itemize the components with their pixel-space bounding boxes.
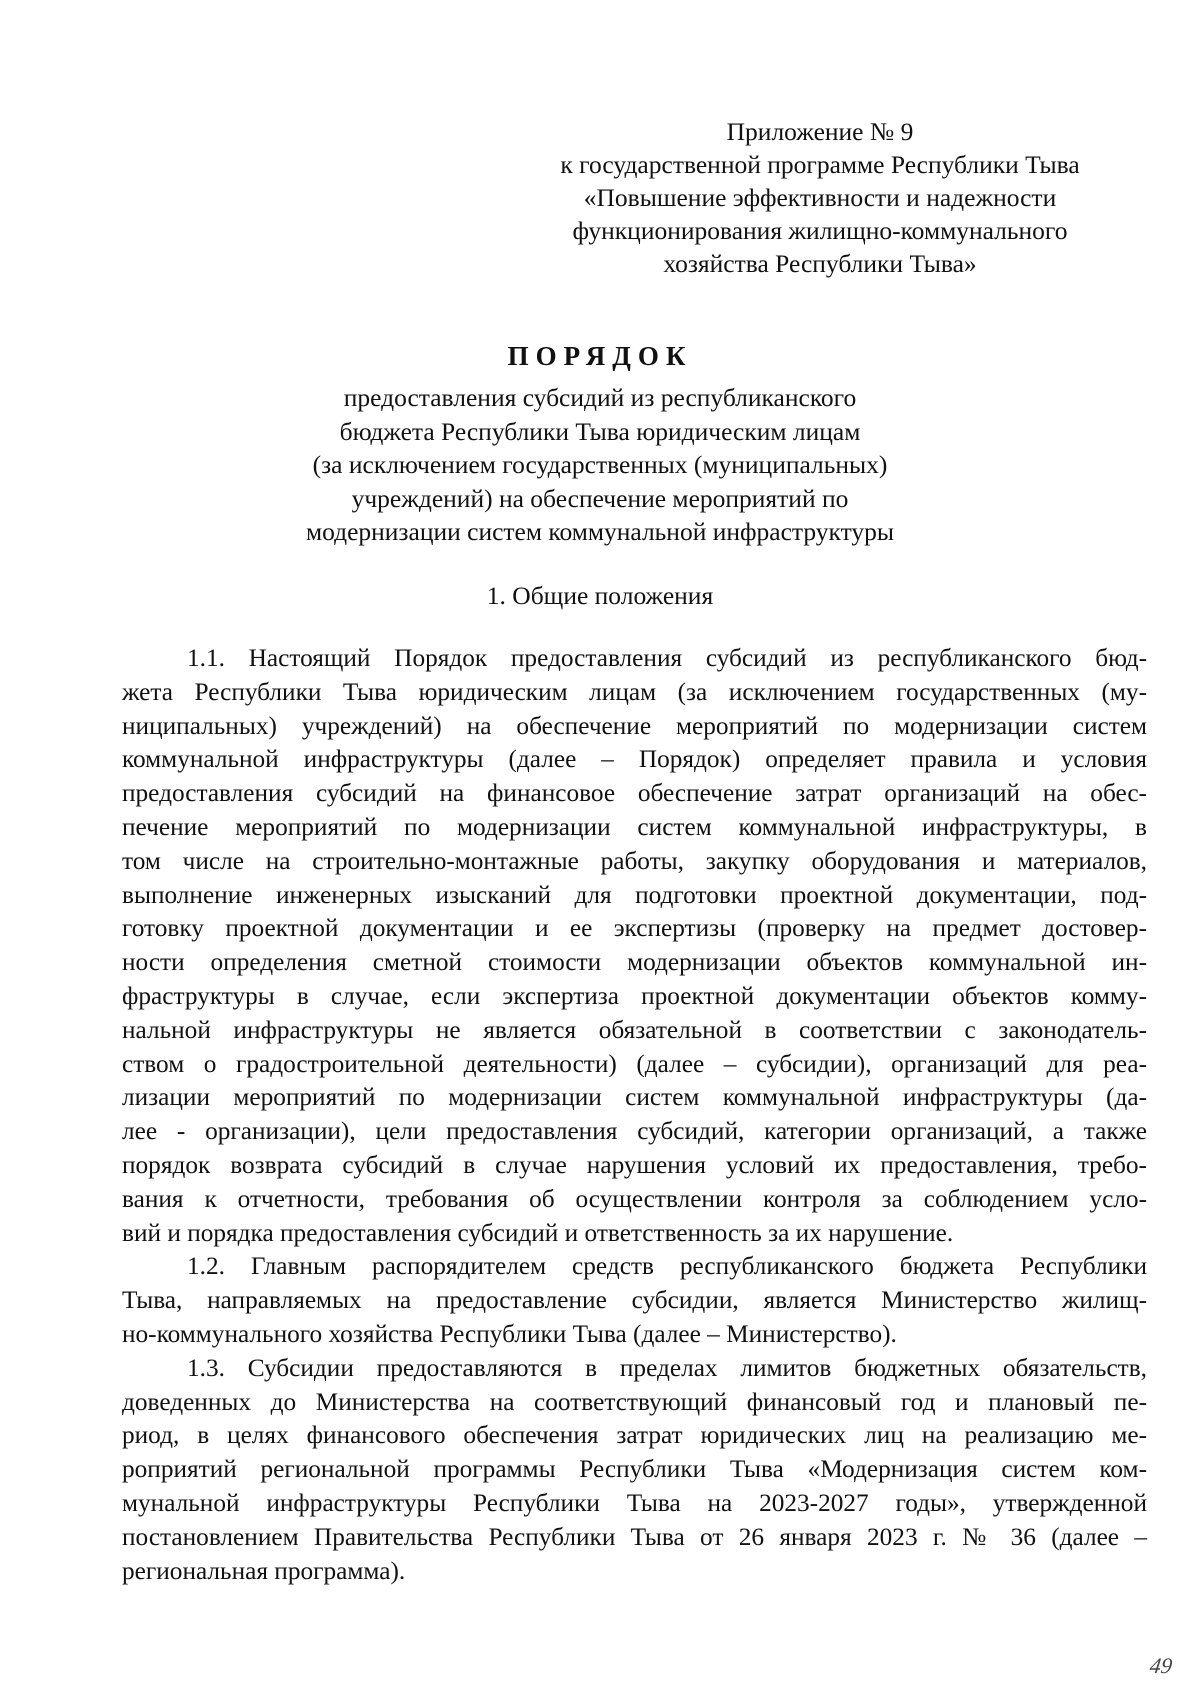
body-line: выполнение инженерных изысканий для подготовки проектной документации, под- — [122, 880, 1147, 909]
body-line: лизации мероприятий по модернизации систем коммунальной инфраструктуры (да- — [122, 1083, 1147, 1112]
document-subtitle — [200, 381, 1000, 549]
body-line: но-коммунального хозяйства Республики Тыва (далее – Министерство). — [122, 1319, 897, 1348]
body-line: региональная программа). — [122, 1556, 406, 1585]
body-line: том числе на строительно-монтажные работы, закупку оборудования и материалов, — [122, 846, 1147, 875]
body-line: жета Республики Тыва юридическим лицам (за исключением государственных (му- — [122, 677, 1147, 706]
body-line: постановлением Правительства Республики Тыва от 26 января 2023 г. № 36 (далее – — [122, 1522, 1147, 1551]
body-line: предоставления субсидий на финансовое обеспечение затрат организаций на обес- — [122, 779, 1147, 808]
body-line: ности определения сметной стоимости модернизации объектов коммунальной ин- — [122, 948, 1147, 977]
body-text — [122, 642, 1147, 1588]
body-line: вания к отчетности, требования об осуществлении контроля за соблюдением усло- — [122, 1184, 1147, 1213]
subtitle-line: предоставления субсидий из республиканского — [343, 383, 857, 412]
body-line: нальной инфраструктуры не является обязательной в соответствии с законодатель- — [122, 1015, 1147, 1044]
appendix-line: «Повышение эффективности и надежности — [583, 183, 1057, 212]
body-line: мунальной инфраструктуры Республики Тыва на 2023-2027 годы», утвержденной — [122, 1488, 1147, 1517]
body-line: фраструктуры в случае, если экспертиза проектной документации объектов комму- — [122, 981, 1147, 1010]
body-line: готовку проектной документации и ее экспертизы (проверку на предмет достовер- — [122, 914, 1147, 943]
body-line: коммунальной инфраструктуры (далее – Порядок) определяет правила и условия — [122, 745, 1147, 774]
body-line: печение мероприятий по модернизации систем коммунальной инфраструктуры, в — [122, 812, 1147, 841]
appendix-line: Приложение № 9 — [726, 117, 914, 146]
subtitle-line: бюджета Республики Тыва юридическим лицам — [339, 416, 861, 446]
body-line: порядок возврата субсидий в случае нарушения условий их предоставления, требо- — [122, 1150, 1147, 1179]
body-line: 1.1. Настоящий Порядок предоставления субсидий из республиканского бюд- — [187, 644, 1147, 672]
subtitle-line: учреждений) на обеспечение мероприятий по — [351, 483, 849, 513]
body-line: Тыва, направляемых на предоставление субсидии, является Министерство жилищ- — [122, 1286, 1147, 1315]
body-line: ством о градостроительной деятельности) (далее – субсидии), организаций для реа- — [122, 1049, 1147, 1078]
body-line: 1.2. Главным распорядителем средств республиканского бюджета Республики — [187, 1252, 1147, 1281]
appendix-line: функционирования жилищно-коммунального — [572, 216, 1068, 245]
body-line: ниципальных) учреждений) на обеспечение мероприятий по модернизации систем — [122, 711, 1147, 740]
page-number: 49 — [1148, 1653, 1174, 1678]
body-line: 1.3. Субсидии предоставляются в пределах лимитов бюджетных обязательств, — [187, 1353, 1147, 1382]
appendix-line: к государственной программе Республики Тыва — [560, 150, 1080, 179]
body-line: вий и порядка предоставления субсидий и ответственность за их нарушение. — [122, 1218, 954, 1247]
subtitle-line: (за исключением государственных (муниципальных) — [312, 450, 888, 479]
section-heading: 1. Общие положения — [486, 581, 714, 610]
appendix-line: хозяйства Республики Тыва» — [663, 249, 977, 278]
body-line: роприятий региональной программы Республики Тыва «Модернизация систем ком- — [122, 1455, 1147, 1484]
appendix-header — [500, 115, 1140, 280]
body-line: риод, в целях финансового обеспечения затрат юридических лиц на реализацию ме- — [122, 1421, 1147, 1450]
subtitle-line: модернизации систем коммунальной инфраструктуры — [305, 517, 895, 546]
body-line: лее - организации), цели предоставления субсидий, категории организаций, а также — [122, 1117, 1147, 1146]
document-title: ПОРЯДОК — [507, 341, 693, 371]
body-line: доведенных до Министерства на соответствующий финансовый год и плановый пе- — [122, 1387, 1147, 1416]
